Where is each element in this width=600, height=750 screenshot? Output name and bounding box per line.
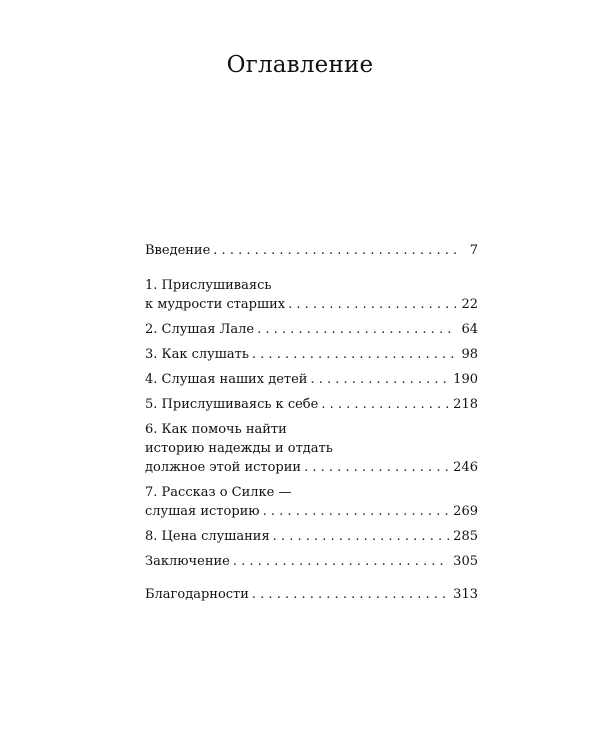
toc-entry-title-line: 5. Прислушиваясь к себе: [145, 397, 319, 412]
toc-entry-title: Благодарности: [145, 587, 249, 602]
toc-entry-title-line: 4. Слушая наших детей: [145, 372, 308, 387]
toc-page-number: 190: [453, 372, 478, 387]
dot-leader: [233, 552, 449, 571]
toc-page-number: 246: [453, 460, 478, 475]
toc-page-number: 313: [453, 587, 478, 602]
dot-leader: [288, 295, 456, 314]
toc-entry-title-line: 7. Рассказ о Силке —: [145, 485, 292, 500]
toc-entry-chapter-7[interactable]: [145, 483, 478, 521]
dot-leader: [213, 241, 456, 260]
toc-page-number: 98: [461, 347, 478, 362]
toc-entry-conclusion[interactable]: [145, 552, 478, 571]
toc-entry-title-line: 6. Как помочь найти: [145, 422, 287, 437]
dot-leader: [252, 345, 456, 364]
toc-entry-chapter-4[interactable]: [145, 370, 478, 389]
dot-leader: [321, 395, 449, 414]
toc-entry-intro[interactable]: [145, 241, 478, 260]
dot-leader: [257, 320, 456, 339]
toc-entry-title-line: 1. Прислушиваясь: [145, 278, 272, 293]
toc-entry-chapter-1[interactable]: [145, 276, 478, 314]
toc-entry-title-line: должное этой истории: [145, 460, 302, 475]
toc-page-number: 269: [453, 504, 478, 519]
table-of-contents: [145, 241, 478, 604]
page-title: Оглавление: [226, 52, 374, 78]
toc-page-number: 7: [469, 243, 478, 258]
toc-entry-title-line: 2. Слушая Лале: [145, 322, 255, 337]
toc-entry-chapter-3[interactable]: [145, 345, 478, 364]
dot-leader: [252, 585, 449, 604]
toc-page-number: 218: [453, 397, 478, 412]
toc-entry-acknowledgements[interactable]: [145, 585, 478, 604]
toc-entry-title-line: слушая историю: [145, 504, 260, 519]
toc-page-number: 285: [453, 529, 478, 544]
toc-entry-title-line: к мудрости старших: [145, 297, 286, 312]
toc-entry-chapter-8[interactable]: [145, 527, 478, 546]
dot-leader: [263, 502, 450, 521]
toc-page-number: 64: [461, 322, 478, 337]
toc-entry-title-line: 8. Цена слушания: [145, 529, 270, 544]
toc-entry-title-line: историю надежды и отдать: [145, 441, 333, 456]
toc-page-number: 305: [453, 554, 478, 569]
dot-leader: [310, 370, 449, 389]
toc-page-number: 22: [461, 297, 478, 312]
toc-entry-title: Введение: [145, 243, 211, 258]
toc-entry-chapter-6[interactable]: [145, 420, 478, 477]
toc-entry-chapter-5[interactable]: [145, 395, 478, 414]
toc-entry-title-line: 3. Как слушать: [145, 347, 249, 362]
toc-entry-chapter-2[interactable]: [145, 320, 478, 339]
dot-leader: [304, 458, 449, 477]
dot-leader: [273, 527, 450, 546]
toc-entry-title: Заключение: [145, 554, 230, 569]
